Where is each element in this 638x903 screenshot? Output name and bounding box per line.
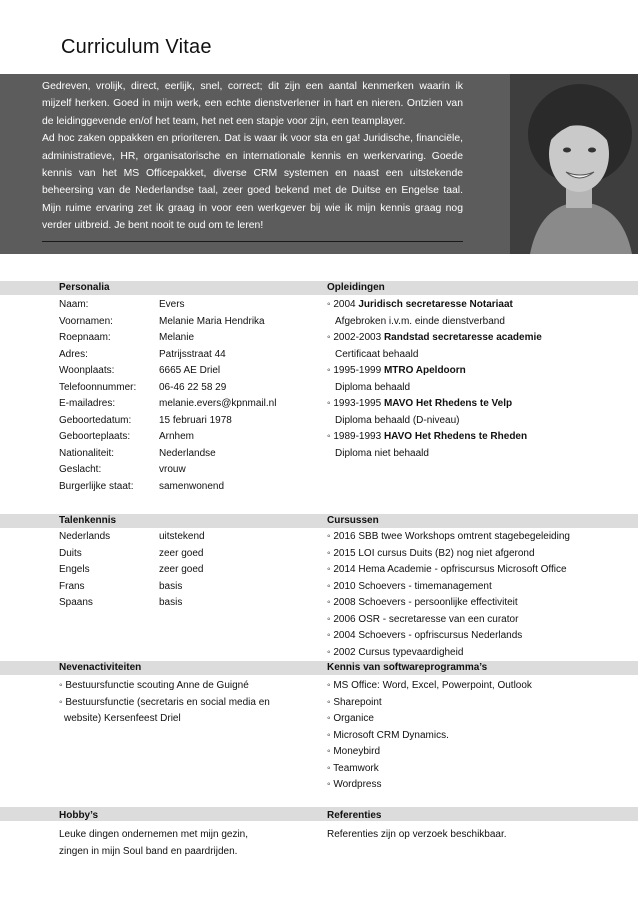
software-item: ◦ Wordpress — [327, 779, 382, 790]
side-activity-item: ◦ Bestuursfunctie (secretaris en social media en — [59, 696, 270, 708]
personalia-label: Burgerlijke staat: — [59, 480, 134, 492]
personalia-label: Telefoonnummer: — [59, 381, 137, 393]
education-item — [327, 429, 527, 446]
personalia-label: Woonplaats: — [59, 365, 115, 376]
software-item: ◦ Moneybird — [327, 746, 381, 757]
language-level: basis — [159, 580, 183, 592]
course-item: ◦ 2002 Cursus typevaardigheid — [327, 646, 464, 658]
personalia-value: samenwonend — [159, 480, 225, 492]
education-item — [327, 330, 542, 347]
education-item — [327, 363, 466, 380]
language-name: Duits — [59, 547, 82, 559]
language-level: zeer goed — [159, 564, 204, 575]
personalia-label: Geslacht: — [59, 464, 102, 475]
software-item: ◦ Teamwork — [327, 762, 379, 774]
education-note: Diploma niet behaald — [335, 447, 429, 459]
personalia-heading: Personalia — [59, 282, 110, 293]
course-item: ◦ 2016 SBB twee Workshops omtrent stagebegeleiding — [327, 531, 570, 542]
education-years: ◦ 2004 — [327, 299, 359, 310]
personalia-value: vrouw — [159, 464, 186, 475]
references-text: Referenties zijn op verzoek beschikbaar. — [327, 829, 507, 840]
side-activity-item: ◦ Bestuursfunctie scouting Anne de Guigné — [59, 680, 249, 691]
talenkennis-heading: Talenkennis — [59, 515, 117, 526]
education-years: ◦ 1995-1999 — [327, 365, 384, 376]
education-name: MAVO Het Rhedens te Velp — [383, 398, 513, 409]
opleidingen-heading: Opleidingen — [327, 282, 385, 293]
intro-text — [42, 78, 463, 235]
side-activity-item: website) Kersenfeest Driel — [64, 713, 181, 724]
personalia-label: Nationaliteit: — [59, 447, 115, 459]
personalia-label: Geboortedatum: — [59, 414, 132, 426]
education-name: MTRO Apeldoorn — [383, 365, 466, 376]
referenties-heading: Referenties — [327, 810, 382, 821]
personalia-label: Adres: — [59, 348, 88, 360]
hobby-line: zingen in mijn Soul band en paardrijden. — [59, 845, 238, 857]
education-years: ◦ 1993-1995 — [327, 398, 384, 409]
education-name: Randstad secretaresse academie — [383, 332, 542, 343]
personalia-value: Melanie — [159, 332, 195, 343]
education-note: Diploma behaald — [335, 381, 411, 393]
course-item: ◦ 2004 Schoevers - opfriscursus Nederlands — [327, 630, 523, 641]
language-level: uitstekend — [159, 531, 205, 542]
software-item: ◦ Microsoft CRM Dynamics. — [327, 729, 449, 741]
software-item: ◦ MS Office: Word, Excel, Powerpoint, Outlook — [327, 680, 532, 691]
personalia-label: Voornamen: — [59, 315, 113, 327]
language-name: Spaans — [59, 597, 93, 608]
education-item — [327, 396, 512, 413]
personalia-value: Nederlandse — [159, 447, 216, 459]
education-years: ◦ 2002-2003 — [327, 332, 384, 343]
language-name: Frans — [59, 580, 85, 592]
personalia-value: Evers — [159, 299, 185, 310]
personalia-label: E-mailadres: — [59, 398, 116, 409]
personalia-label: Roepnaam: — [59, 332, 111, 343]
course-item: ◦ 2015 LOI cursus Duits (B2) nog niet afgerond — [327, 547, 535, 559]
software-item: ◦ Organice — [327, 713, 374, 724]
personalia-value: Melanie Maria Hendrika — [159, 315, 265, 327]
course-item: ◦ 2006 OSR - secretaresse van een curator — [327, 613, 519, 625]
course-item: ◦ 2010 Schoevers - timemanagement — [327, 580, 492, 592]
language-name: Nederlands — [59, 531, 111, 542]
intro-divider — [42, 241, 463, 242]
education-note: Diploma behaald (D-niveau) — [335, 414, 460, 426]
language-level: zeer goed — [159, 547, 204, 559]
profile-photo — [510, 74, 638, 254]
hobbys-heading: Hobby’s — [59, 810, 99, 821]
course-item: ◦ 2014 Hema Academie - opfriscursus Microsoft Office — [327, 564, 567, 575]
education-years: ◦ 1989-1993 — [327, 431, 384, 442]
personalia-value: 06-46 22 58 29 — [159, 381, 227, 393]
language-level: basis — [159, 597, 183, 608]
language-name: Engels — [59, 564, 90, 575]
personalia-value: Patrijsstraat 44 — [159, 348, 226, 360]
personalia-value: 6665 AE Driel — [159, 365, 221, 376]
education-note: Certificaat behaald — [335, 348, 419, 360]
nevenactiviteiten-heading: Nevenactiviteiten — [59, 662, 142, 673]
personalia-label: Naam: — [59, 299, 89, 310]
intro-paragraph: Ad hoc zaken oppakken en prioriteren. Dat is waar ik voor sta en ga! Juridische, financiële, administratieve, HR, organisatorische en internationale kennis en werkervaring. Goede kennis van het MS Officepakket, diverse CRM systemen en naast een uitstekende beheersing van de Nederlandse taal, zeer goed bekend met de Duitse en Engelse taal. Mijn ruime ervaring zet ik graag in voor een werkgever bij wie ik mijn kennis graag nog verder uitbreid. Je bent nooit te oud om te leren! — [42, 133, 463, 232]
software-item: ◦ Sharepoint — [327, 696, 382, 708]
personalia-value: 15 februari 1978 — [159, 414, 232, 426]
education-name: HAVO Het Rhedens te Rheden — [383, 431, 528, 442]
software-heading: Kennis van softwareprogramma’s — [327, 662, 488, 673]
personalia-label: Geboorteplaats: — [59, 431, 131, 442]
education-note: Afgebroken i.v.m. einde dienstverband — [335, 315, 505, 327]
education-item — [327, 297, 513, 314]
email-link[interactable]: melanie.evers@kpnmail.nl — [159, 398, 277, 409]
intro-paragraph: Gedreven, vrolijk, direct, eerlijk, snel, correct; dit zijn een aantal kenmerken waarin ik mijzelf herken. Goed in mijn werk, een echte dienstverlener in hart en nieren. Ontzien van de leidinggevende en/of het team, het net een stapje voor zijn, een teamplayer. — [42, 81, 463, 127]
cursussen-heading: Cursussen — [327, 515, 379, 526]
page-title: Curriculum Vitae — [61, 36, 212, 58]
personalia-value: Arnhem — [159, 431, 195, 442]
hobby-line: Leuke dingen ondernemen met mijn gezin, — [59, 829, 249, 840]
course-item: ◦ 2008 Schoevers - persoonlijke effectiviteit — [327, 597, 518, 608]
education-name: Juridisch secretaresse Notariaat — [358, 299, 513, 310]
